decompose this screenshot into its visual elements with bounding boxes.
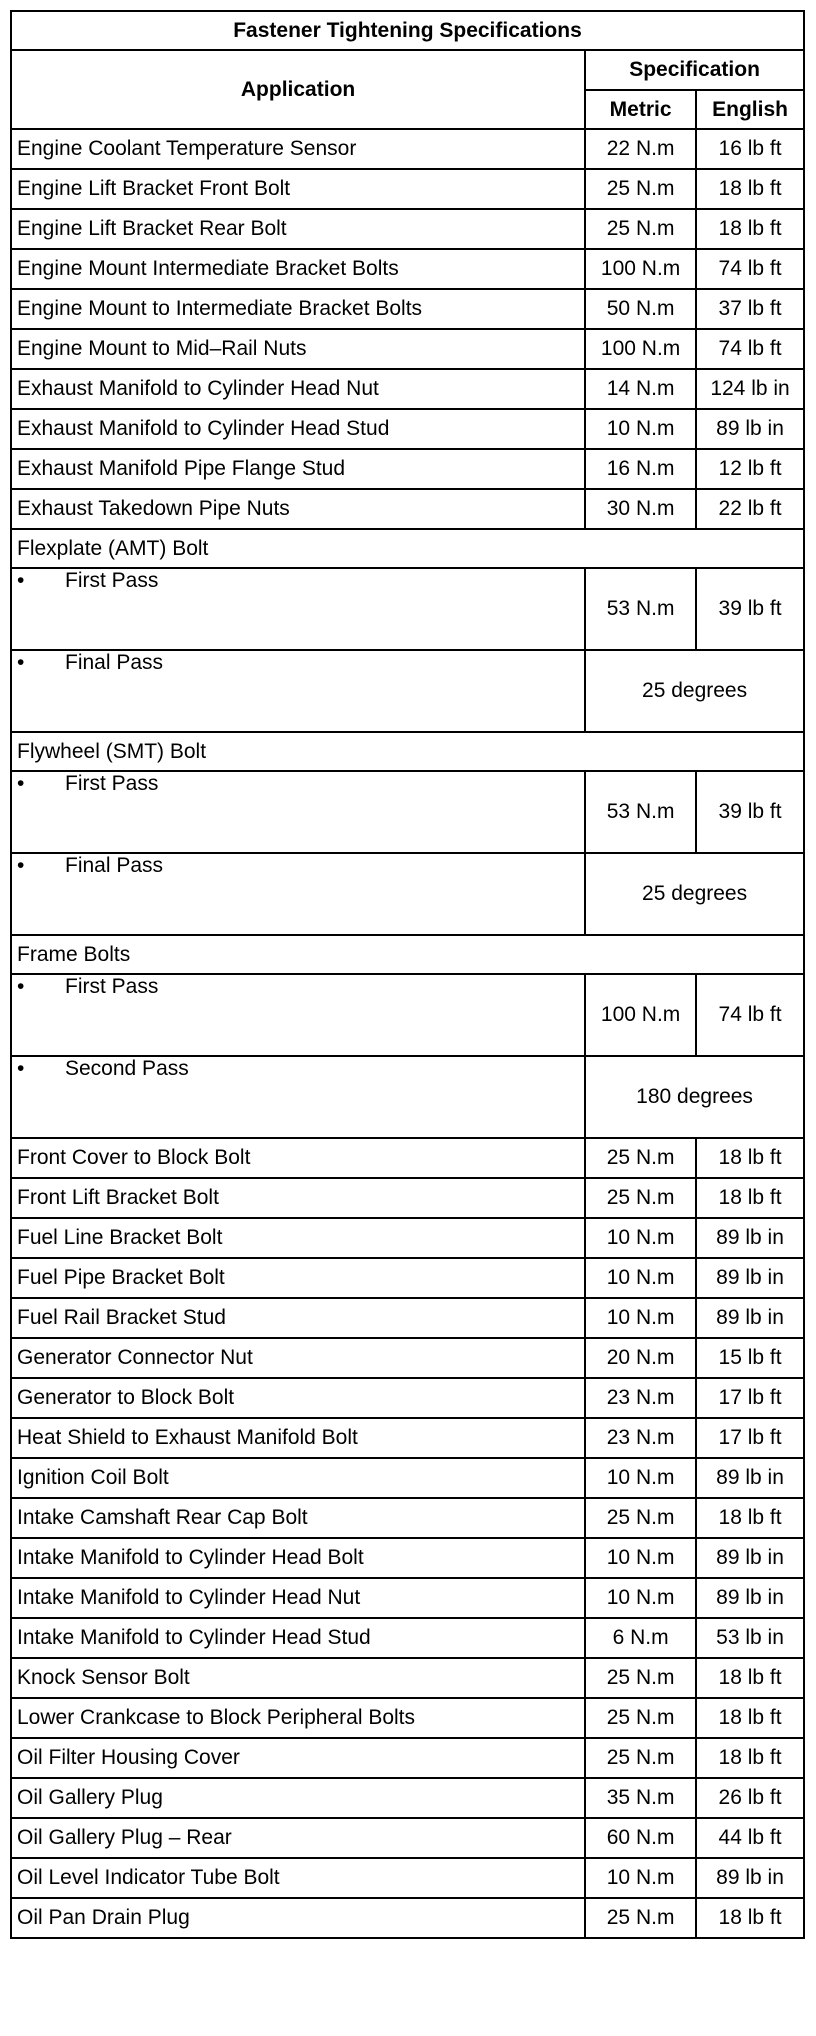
english-cell: 89 lb in	[696, 1538, 804, 1578]
english-cell: 89 lb in	[696, 1578, 804, 1618]
english-cell: 15 lb ft	[696, 1338, 804, 1378]
table-row	[11, 1338, 804, 1378]
table-row	[11, 129, 804, 169]
english-cell: 74 lb ft	[696, 329, 804, 369]
english-cell: 18 lb ft	[696, 1698, 804, 1738]
sub-step-row	[11, 1056, 804, 1138]
sub-step-label: First Pass	[65, 772, 159, 795]
sub-step-cell	[11, 650, 585, 732]
combined-spec-cell: 25 degrees	[585, 650, 804, 732]
bullet-icon: •	[17, 772, 25, 795]
group-heading-row	[11, 732, 804, 771]
english-cell: 89 lb in	[696, 409, 804, 449]
sub-step-cell	[11, 568, 585, 650]
application-cell: Generator to Block Bolt	[11, 1378, 585, 1418]
sub-step-label: Second Pass	[65, 1057, 189, 1080]
application-cell: Intake Manifold to Cylinder Head Nut	[11, 1578, 585, 1618]
application-cell: Intake Manifold to Cylinder Head Stud	[11, 1618, 585, 1658]
sub-step-cell	[11, 771, 585, 853]
sub-step-row	[11, 650, 804, 732]
english-cell: 74 lb ft	[696, 249, 804, 289]
application-cell: Oil Gallery Plug – Rear	[11, 1818, 585, 1858]
application-cell: Front Cover to Block Bolt	[11, 1138, 585, 1178]
combined-spec-cell: 180 degrees	[585, 1056, 804, 1138]
metric-header: Metric	[585, 90, 696, 129]
metric-cell: 25 N.m	[585, 1498, 696, 1538]
sub-step-label: Final Pass	[65, 854, 164, 877]
fastener-spec-table	[10, 10, 805, 1939]
metric-cell: 10 N.m	[585, 1258, 696, 1298]
metric-cell: 23 N.m	[585, 1418, 696, 1458]
english-cell: 39 lb ft	[696, 771, 804, 853]
application-cell: Oil Level Indicator Tube Bolt	[11, 1858, 585, 1898]
metric-cell: 10 N.m	[585, 1538, 696, 1578]
sub-step-label: First Pass	[65, 975, 159, 998]
application-cell: Ignition Coil Bolt	[11, 1458, 585, 1498]
metric-cell: 23 N.m	[585, 1378, 696, 1418]
english-cell: 18 lb ft	[696, 209, 804, 249]
table-row	[11, 369, 804, 409]
english-cell: 18 lb ft	[696, 169, 804, 209]
metric-cell: 100 N.m	[585, 249, 696, 289]
application-cell: Generator Connector Nut	[11, 1338, 585, 1378]
metric-cell: 10 N.m	[585, 1458, 696, 1498]
table-row	[11, 1258, 804, 1298]
application-cell: Engine Lift Bracket Rear Bolt	[11, 209, 585, 249]
bullet-icon: •	[17, 1057, 25, 1080]
table-row	[11, 209, 804, 249]
application-cell: Engine Lift Bracket Front Bolt	[11, 169, 585, 209]
table-row	[11, 289, 804, 329]
english-cell: 17 lb ft	[696, 1378, 804, 1418]
english-cell: 17 lb ft	[696, 1418, 804, 1458]
application-cell: Oil Gallery Plug	[11, 1778, 585, 1818]
bullet-icon: •	[17, 569, 25, 592]
application-cell: Fuel Line Bracket Bolt	[11, 1218, 585, 1258]
application-cell: Exhaust Manifold to Cylinder Head Nut	[11, 369, 585, 409]
group-heading-row	[11, 529, 804, 568]
metric-cell: 10 N.m	[585, 1298, 696, 1338]
table-body	[11, 129, 804, 1938]
table-row	[11, 1698, 804, 1738]
application-cell: Exhaust Manifold Pipe Flange Stud	[11, 449, 585, 489]
combined-spec-cell: 25 degrees	[585, 853, 804, 935]
application-header: Application	[11, 50, 585, 129]
table-row	[11, 1218, 804, 1258]
english-cell: 53 lb in	[696, 1618, 804, 1658]
english-cell: 89 lb in	[696, 1298, 804, 1338]
metric-cell: 10 N.m	[585, 1858, 696, 1898]
sub-step-row	[11, 974, 804, 1056]
table-row	[11, 1298, 804, 1338]
sub-step-label: First Pass	[65, 569, 159, 592]
english-cell: 89 lb in	[696, 1218, 804, 1258]
table-title: Fastener Tightening Specifications	[11, 11, 804, 50]
metric-cell: 100 N.m	[585, 329, 696, 369]
table-row	[11, 1498, 804, 1538]
english-cell: 74 lb ft	[696, 974, 804, 1056]
english-cell: 44 lb ft	[696, 1818, 804, 1858]
metric-cell: 100 N.m	[585, 974, 696, 1056]
english-cell: 18 lb ft	[696, 1898, 804, 1938]
english-cell: 22 lb ft	[696, 489, 804, 529]
sub-step-row	[11, 568, 804, 650]
table-row	[11, 1898, 804, 1938]
table-row	[11, 1658, 804, 1698]
application-cell: Oil Filter Housing Cover	[11, 1738, 585, 1778]
english-cell: 18 lb ft	[696, 1738, 804, 1778]
sub-step-cell	[11, 853, 585, 935]
metric-cell: 60 N.m	[585, 1818, 696, 1858]
metric-cell: 10 N.m	[585, 1218, 696, 1258]
application-cell: Knock Sensor Bolt	[11, 1658, 585, 1698]
table-row	[11, 489, 804, 529]
metric-cell: 14 N.m	[585, 369, 696, 409]
group-heading-cell: Frame Bolts	[11, 935, 804, 974]
application-cell: Engine Coolant Temperature Sensor	[11, 129, 585, 169]
metric-cell: 50 N.m	[585, 289, 696, 329]
table-row	[11, 1538, 804, 1578]
application-cell: Intake Manifold to Cylinder Head Bolt	[11, 1538, 585, 1578]
group-heading-row	[11, 935, 804, 974]
table-row	[11, 449, 804, 489]
metric-cell: 22 N.m	[585, 129, 696, 169]
sub-step-cell	[11, 974, 585, 1056]
sub-step-row	[11, 771, 804, 853]
metric-cell: 25 N.m	[585, 1738, 696, 1778]
metric-cell: 20 N.m	[585, 1338, 696, 1378]
bullet-icon: •	[17, 854, 25, 877]
bullet-icon: •	[17, 975, 25, 998]
application-cell: Engine Mount Intermediate Bracket Bolts	[11, 249, 585, 289]
english-cell: 37 lb ft	[696, 289, 804, 329]
table-row	[11, 249, 804, 289]
english-cell: 89 lb in	[696, 1458, 804, 1498]
table-row	[11, 329, 804, 369]
metric-cell: 53 N.m	[585, 568, 696, 650]
application-cell: Lower Crankcase to Block Peripheral Bolts	[11, 1698, 585, 1738]
table-row	[11, 409, 804, 449]
table-row	[11, 169, 804, 209]
group-heading-cell: Flexplate (AMT) Bolt	[11, 529, 804, 568]
english-cell: 16 lb ft	[696, 129, 804, 169]
group-heading-cell: Flywheel (SMT) Bolt	[11, 732, 804, 771]
english-cell: 124 lb in	[696, 369, 804, 409]
application-cell: Exhaust Takedown Pipe Nuts	[11, 489, 585, 529]
application-cell: Fuel Rail Bracket Stud	[11, 1298, 585, 1338]
table-row	[11, 1138, 804, 1178]
metric-cell: 10 N.m	[585, 409, 696, 449]
table-row	[11, 1578, 804, 1618]
metric-cell: 35 N.m	[585, 1778, 696, 1818]
metric-cell: 16 N.m	[585, 449, 696, 489]
metric-cell: 25 N.m	[585, 1178, 696, 1218]
table-header	[11, 11, 804, 129]
metric-cell: 25 N.m	[585, 1698, 696, 1738]
application-cell: Intake Camshaft Rear Cap Bolt	[11, 1498, 585, 1538]
table-row	[11, 1858, 804, 1898]
application-cell: Engine Mount to Mid–Rail Nuts	[11, 329, 585, 369]
metric-cell: 25 N.m	[585, 1898, 696, 1938]
application-cell: Fuel Pipe Bracket Bolt	[11, 1258, 585, 1298]
metric-cell: 25 N.m	[585, 1658, 696, 1698]
english-cell: 12 lb ft	[696, 449, 804, 489]
metric-cell: 25 N.m	[585, 169, 696, 209]
english-header: English	[696, 90, 804, 129]
sub-step-label: Final Pass	[65, 651, 164, 674]
metric-cell: 6 N.m	[585, 1618, 696, 1658]
metric-cell: 53 N.m	[585, 771, 696, 853]
table-row	[11, 1618, 804, 1658]
english-cell: 89 lb in	[696, 1858, 804, 1898]
english-cell: 39 lb ft	[696, 568, 804, 650]
table-row	[11, 1178, 804, 1218]
english-cell: 26 lb ft	[696, 1778, 804, 1818]
english-cell: 18 lb ft	[696, 1658, 804, 1698]
sub-step-row	[11, 853, 804, 935]
table-row	[11, 1378, 804, 1418]
table-row	[11, 1418, 804, 1458]
sub-step-cell	[11, 1056, 585, 1138]
application-cell: Front Lift Bracket Bolt	[11, 1178, 585, 1218]
table-row	[11, 1738, 804, 1778]
bullet-icon: •	[17, 651, 25, 674]
metric-cell: 25 N.m	[585, 209, 696, 249]
metric-cell: 30 N.m	[585, 489, 696, 529]
application-cell: Engine Mount to Intermediate Bracket Bolts	[11, 289, 585, 329]
table-row	[11, 1458, 804, 1498]
metric-cell: 25 N.m	[585, 1138, 696, 1178]
application-cell: Exhaust Manifold to Cylinder Head Stud	[11, 409, 585, 449]
english-cell: 89 lb in	[696, 1258, 804, 1298]
table-row	[11, 1778, 804, 1818]
specification-header: Specification	[585, 50, 804, 90]
metric-cell: 10 N.m	[585, 1578, 696, 1618]
english-cell: 18 lb ft	[696, 1138, 804, 1178]
application-cell: Heat Shield to Exhaust Manifold Bolt	[11, 1418, 585, 1458]
table-row	[11, 1818, 804, 1858]
application-cell: Oil Pan Drain Plug	[11, 1898, 585, 1938]
english-cell: 18 lb ft	[696, 1178, 804, 1218]
english-cell: 18 lb ft	[696, 1498, 804, 1538]
